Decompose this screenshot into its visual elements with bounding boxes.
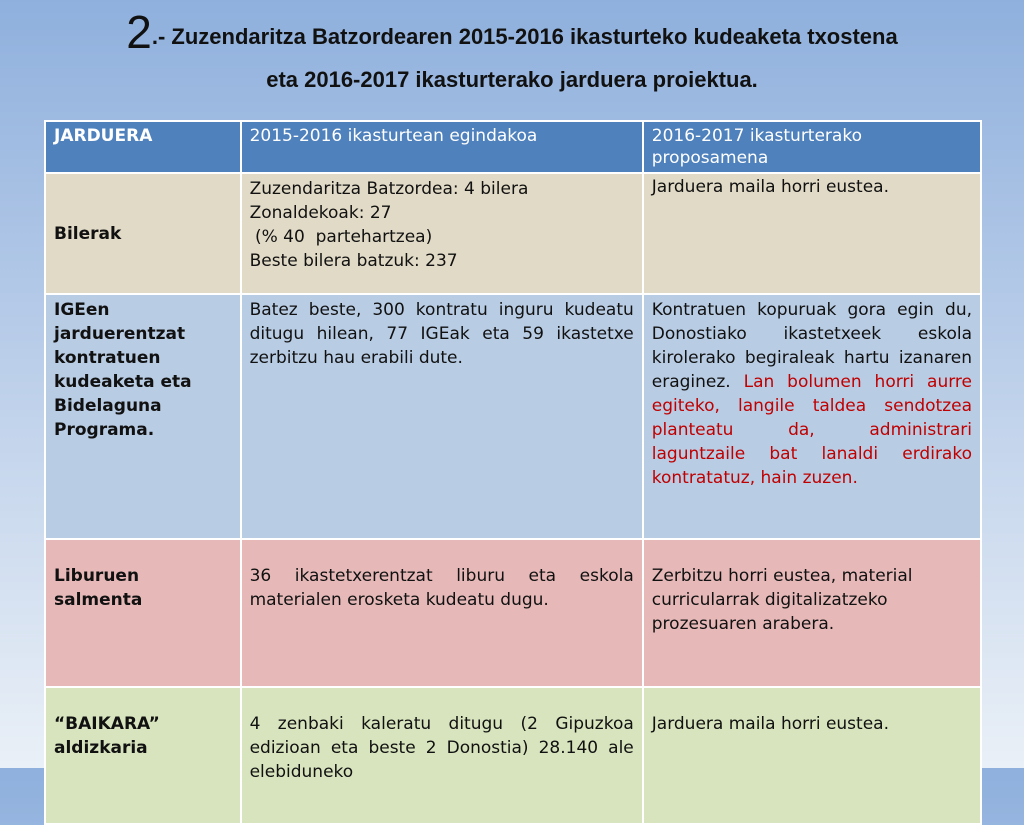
title-line-2: eta 2016-2017 ikasturterako jarduera proiektua. bbox=[266, 67, 758, 92]
table-row bbox=[45, 539, 981, 687]
row-done: Batez beste, 300 kontratu inguru kudeatu ditugu hilean, 77 IGEak eta 59 ikastetxe zerbitzu hau erabili dute. bbox=[241, 294, 643, 539]
row-activity: Bilerak bbox=[45, 173, 241, 294]
row-proposal bbox=[643, 294, 981, 539]
row-proposal: Jarduera maila horri eustea. bbox=[643, 687, 981, 824]
title-number: 2 bbox=[126, 6, 152, 58]
slide-title bbox=[0, 6, 1024, 97]
row-done bbox=[241, 173, 643, 294]
header-proposal: 2016-2017 ikasturterako proposamena bbox=[643, 121, 981, 173]
row-activity: IGEen jarduerentzat kontratuen kudeaketa eta Bidelaguna Programa. bbox=[45, 294, 241, 539]
proposal-text-highlight: Lan bolumen horri aurre egiteko, langile taldea sendotzea planteatu da, administrari laguntzaile bat lanaldi erdirako kontratatuz, hain zuzen. bbox=[651, 372, 972, 488]
row-done: 4 zenbaki kaleratu ditugu (2 Gipuzkoa edizioan eta beste 2 Donostia) 28.140 ale elebiduneko bbox=[241, 687, 643, 824]
row-proposal: Jarduera maila horri eustea. bbox=[643, 173, 981, 294]
table-row bbox=[45, 294, 981, 539]
row-activity: Liburuen salmenta bbox=[45, 539, 241, 687]
done-line: Beste bilera batzuk: 237 bbox=[249, 251, 458, 271]
table-row bbox=[45, 687, 981, 824]
row-proposal: Zerbitzu horri eustea, material curricularrak digitalizatzeko prozesuaren arabera. bbox=[643, 539, 981, 687]
row-done: 36 ikastetxerentzat liburu eta eskola materialen erosketa kudeatu dugu. bbox=[241, 539, 643, 687]
done-line: Zonaldekoak: 27 bbox=[249, 203, 392, 223]
done-line: Zuzendaritza Batzordea: 4 bilera bbox=[249, 179, 529, 199]
title-text-1: .- Zuzendaritza Batzordearen 2015-2016 ikasturteko kudeaketa txostena bbox=[151, 24, 898, 49]
activity-table bbox=[44, 120, 982, 825]
title-line-1 bbox=[0, 6, 1024, 58]
table-row bbox=[45, 173, 981, 294]
row-activity: “BAIKARA” aldizkaria bbox=[45, 687, 241, 824]
header-done: 2015-2016 ikasturtean egindakoa bbox=[241, 121, 643, 173]
header-activity: JARDUERA bbox=[45, 121, 241, 173]
done-line: (% 40 partehartzea) bbox=[249, 227, 433, 247]
proposal-text: Kontratuen kopuruak gora egin du, Donostiako ikastetxeek eskola kirolerako begiraleak hartu izanaren eraginez. bbox=[651, 300, 972, 392]
table-header-row bbox=[45, 121, 981, 173]
